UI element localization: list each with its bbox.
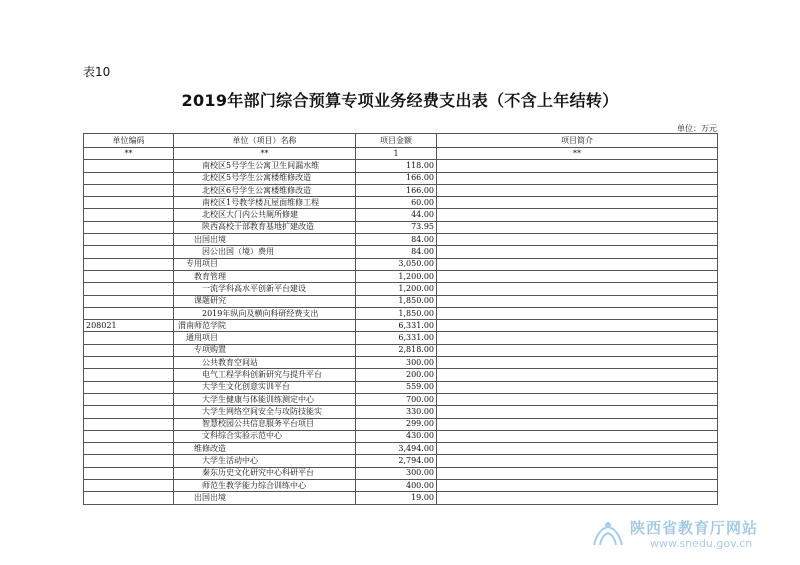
watermark <box>590 515 780 553</box>
amount-cell: 300.00 <box>356 467 437 479</box>
amount-cell: 3,494.00 <box>356 443 437 455</box>
intro-cell <box>437 270 718 282</box>
amount-cell: 430.00 <box>356 430 437 442</box>
table-label: 表10 <box>83 65 111 79</box>
item-name-cell: 渭南师范学院 <box>174 320 356 332</box>
intro-cell <box>437 172 718 184</box>
intro-cell <box>437 160 718 172</box>
intro-cell <box>437 381 718 393</box>
marker-row <box>84 148 718 160</box>
intro-cell <box>437 258 718 270</box>
unit-code-cell <box>84 332 174 344</box>
intro-cell <box>437 369 718 381</box>
amount-cell: 400.00 <box>356 480 437 492</box>
table-row <box>84 393 718 405</box>
item-name-cell: 北校区6号学生公寓楼维修改造 <box>174 184 356 196</box>
intro-cell <box>437 197 718 209</box>
item-name-cell: 大学生文化创意实训平台 <box>174 381 356 393</box>
unit-code-cell <box>84 258 174 270</box>
amount-cell: 300.00 <box>356 357 437 369</box>
amount-cell: 3,050.00 <box>356 258 437 270</box>
table-row <box>84 430 718 442</box>
amount-cell: 118.00 <box>356 160 437 172</box>
table-row <box>84 357 718 369</box>
table-row <box>84 307 718 319</box>
table-row <box>84 455 718 467</box>
unit-code-cell <box>84 381 174 393</box>
header-amount: 项目金额 <box>356 134 437 148</box>
amount-cell: 200.00 <box>356 369 437 381</box>
intro-cell <box>437 246 718 258</box>
item-name-cell: 南校区1号教学楼瓦屋面维修工程 <box>174 197 356 209</box>
intro-cell <box>437 295 718 307</box>
item-name-cell: 课题研究 <box>174 295 356 307</box>
intro-cell <box>437 406 718 418</box>
table-row <box>84 197 718 209</box>
amount-cell: 700.00 <box>356 393 437 405</box>
table-row <box>84 418 718 430</box>
intro-cell <box>437 455 718 467</box>
amount-cell: 1,850.00 <box>356 295 437 307</box>
watermark-text: 陕西省教育厅网站 <box>630 519 759 537</box>
unit-code-cell <box>84 172 174 184</box>
unit-code-cell <box>84 418 174 430</box>
table-row <box>84 492 718 504</box>
marker-cell: ** <box>437 148 718 160</box>
amount-cell: 166.00 <box>356 184 437 196</box>
intro-cell <box>437 393 718 405</box>
table-row <box>84 381 718 393</box>
unit-code-cell <box>84 443 174 455</box>
item-name-cell: 因公出国（境）费用 <box>174 246 356 258</box>
unit-code-cell <box>84 270 174 282</box>
intro-cell <box>437 430 718 442</box>
marker-cell: ** <box>174 148 356 160</box>
intro-cell <box>437 320 718 332</box>
item-name-cell: 2019年纵向及横向科研经费支出 <box>174 307 356 319</box>
unit-code-cell <box>84 357 174 369</box>
unit-label: 单位：万元 <box>677 124 717 133</box>
table-row <box>84 160 718 172</box>
amount-cell: 330.00 <box>356 406 437 418</box>
watermark-url: www.snedu.gov.cn <box>650 537 753 550</box>
table-row <box>84 467 718 479</box>
item-name-cell: 教育管理 <box>174 270 356 282</box>
item-name-cell: 专项购置 <box>174 344 356 356</box>
intro-cell <box>437 209 718 221</box>
table-row <box>84 246 718 258</box>
amount-cell: 73.95 <box>356 221 437 233</box>
intro-cell <box>437 344 718 356</box>
table-row <box>84 344 718 356</box>
unit-code-cell <box>84 209 174 221</box>
item-name-cell: 文科综合实验示范中心 <box>174 430 356 442</box>
intro-cell <box>437 332 718 344</box>
amount-cell: 2,794.00 <box>356 455 437 467</box>
item-name-cell: 公共教育空间站 <box>174 357 356 369</box>
unit-code-cell <box>84 295 174 307</box>
unit-code-cell <box>84 307 174 319</box>
unit-code-cell: 208021 <box>84 320 174 332</box>
unit-code-cell <box>84 455 174 467</box>
unit-code-cell <box>84 221 174 233</box>
unit-code-cell <box>84 197 174 209</box>
header-name: 单位（项目）名称 <box>174 134 356 148</box>
amount-cell: 6,331.00 <box>356 320 437 332</box>
intro-cell <box>437 307 718 319</box>
amount-cell: 44.00 <box>356 209 437 221</box>
unit-code-cell <box>84 283 174 295</box>
amount-cell: 6,331.00 <box>356 332 437 344</box>
table-row <box>84 172 718 184</box>
amount-cell: 2,818.00 <box>356 344 437 356</box>
table-row <box>84 283 718 295</box>
emblem-icon <box>590 519 626 551</box>
page-title: 2019年部门综合预算专项业务经费支出表（不含上年结转） <box>181 91 619 110</box>
unit-code-cell <box>84 234 174 246</box>
unit-code-cell <box>84 160 174 172</box>
intro-cell <box>437 221 718 233</box>
item-name-cell: 大学生活动中心 <box>174 455 356 467</box>
table-row <box>84 443 718 455</box>
unit-code-cell <box>84 246 174 258</box>
amount-cell: 166.00 <box>356 172 437 184</box>
table-row <box>84 270 718 282</box>
table-row <box>84 369 718 381</box>
table-row <box>84 406 718 418</box>
header-intro: 项目简介 <box>437 134 718 148</box>
item-name-cell: 维修改造 <box>174 443 356 455</box>
intro-cell <box>437 480 718 492</box>
intro-cell <box>437 418 718 430</box>
amount-cell: 1,200.00 <box>356 283 437 295</box>
unit-code-cell <box>84 393 174 405</box>
item-name-cell: 北校区5号学生公寓楼维修改造 <box>174 172 356 184</box>
table-row <box>84 209 718 221</box>
amount-cell: 1,200.00 <box>356 270 437 282</box>
marker-cell: 1 <box>356 148 437 160</box>
item-name-cell: 师范生教学能力综合训练中心 <box>174 480 356 492</box>
amount-cell: 60.00 <box>356 197 437 209</box>
item-name-cell: 通用项目 <box>174 332 356 344</box>
intro-cell <box>437 357 718 369</box>
expenditure-table <box>83 133 718 505</box>
table-row <box>84 184 718 196</box>
header-code: 单位编码 <box>84 134 174 148</box>
unit-code-cell <box>84 184 174 196</box>
unit-code-cell <box>84 406 174 418</box>
amount-cell: 559.00 <box>356 381 437 393</box>
table-row <box>84 295 718 307</box>
marker-cell: ** <box>84 148 174 160</box>
amount-cell: 84.00 <box>356 234 437 246</box>
table-row <box>84 332 718 344</box>
unit-code-cell <box>84 492 174 504</box>
unit-code-cell <box>84 344 174 356</box>
item-name-cell: 大学生健康与体能训练测定中心 <box>174 393 356 405</box>
item-name-cell: 大学生网络空间安全与攻防技能实 <box>174 406 356 418</box>
item-name-cell: 出国出境 <box>174 492 356 504</box>
table-row <box>84 320 718 332</box>
item-name-cell: 南校区5号学生公寓卫生间漏水维 <box>174 160 356 172</box>
item-name-cell: 陕西高校干部教育基地扩建改造 <box>174 221 356 233</box>
item-name-cell: 电气工程学科创新研究与提升平台 <box>174 369 356 381</box>
unit-code-cell <box>84 430 174 442</box>
amount-cell: 1,850.00 <box>356 307 437 319</box>
intro-cell <box>437 492 718 504</box>
item-name-cell: 专用项目 <box>174 258 356 270</box>
amount-cell: 19.00 <box>356 492 437 504</box>
table-row <box>84 258 718 270</box>
table-row <box>84 221 718 233</box>
unit-code-cell <box>84 480 174 492</box>
table-row <box>84 480 718 492</box>
item-name-cell: 一流学科高水平创新平台建设 <box>174 283 356 295</box>
unit-code-cell <box>84 369 174 381</box>
item-name-cell: 北校区大门内公共厕所修建 <box>174 209 356 221</box>
item-name-cell: 出国出境 <box>174 234 356 246</box>
intro-cell <box>437 467 718 479</box>
header-row <box>84 134 718 148</box>
amount-cell: 299.00 <box>356 418 437 430</box>
intro-cell <box>437 234 718 246</box>
item-name-cell: 智慧校园公共信息服务平台项目 <box>174 418 356 430</box>
intro-cell <box>437 283 718 295</box>
amount-cell: 84.00 <box>356 246 437 258</box>
intro-cell <box>437 184 718 196</box>
table-row <box>84 234 718 246</box>
unit-code-cell <box>84 467 174 479</box>
item-name-cell: 秦东历史文化研究中心科研平台 <box>174 467 356 479</box>
intro-cell <box>437 443 718 455</box>
